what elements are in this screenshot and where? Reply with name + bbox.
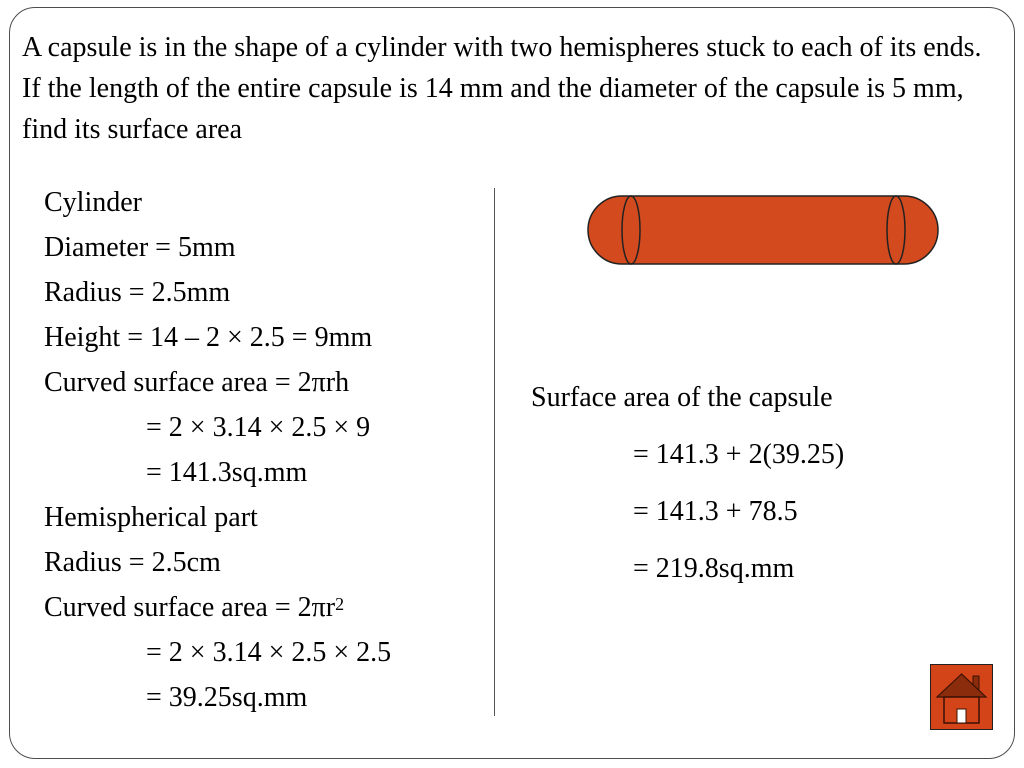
home-icon (931, 665, 992, 729)
capsule-illustration (587, 195, 941, 272)
hemisphere-radius: Radius = 2.5cm (44, 547, 221, 578)
question-text: A capsule is in the shape of a cylinder with two hemispheres stuck to each of its ends. If the length of the entire capsule is 14 mm and the diameter of the capsule is 5 mm, find its surface area (22, 32, 982, 145)
total-step-2: = 141.3 + 78.5 (633, 496, 798, 527)
home-button[interactable] (930, 664, 993, 730)
total-surface-area (531, 378, 991, 606)
hemisphere-csa-result: = 39.25sq.mm (146, 682, 308, 713)
cylinder-heading: Cylinder (44, 187, 142, 218)
cylinder-radius: Radius = 2.5mm (44, 277, 231, 308)
cylinder-csa-substitution: = 2 × 3.14 × 2.5 × 9 (146, 412, 371, 443)
cylinder-diameter: Diameter = 5mm (44, 232, 236, 263)
column-divider (494, 188, 495, 716)
cylinder-height: Height = 14 – 2 × 2.5 = 9mm (44, 322, 373, 353)
total-heading: Surface area of the capsule (531, 382, 833, 413)
total-step-1: = 141.3 + 2(39.25) (633, 439, 845, 470)
cylinder-csa-result: = 141.3sq.mm (146, 457, 308, 488)
total-step-3: = 219.8sq.mm (633, 553, 795, 584)
hemisphere-csa-exponent: 2 (335, 594, 345, 614)
hemisphere-csa-substitution: = 2 × 3.14 × 2.5 × 2.5 (146, 637, 392, 668)
cylinder-csa-formula: Curved surface area = 2πrh (44, 367, 350, 398)
hemisphere-heading: Hemispherical part (44, 502, 258, 533)
cylinder-and-hemisphere-working (44, 183, 484, 723)
hemisphere-csa-formula-text: Curved surface area = 2πr (44, 592, 336, 623)
hemisphere-csa-formula (44, 588, 484, 633)
